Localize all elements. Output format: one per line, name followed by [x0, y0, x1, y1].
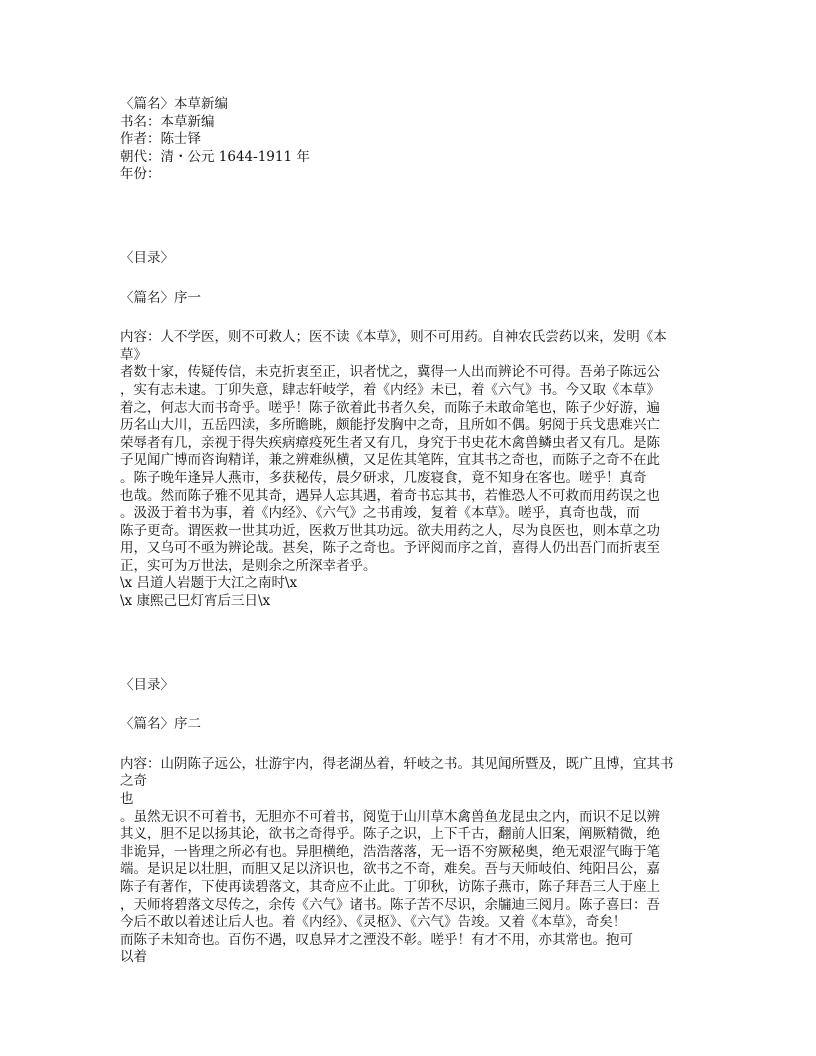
section-preface-two — [120, 677, 700, 967]
body-line: 草》 — [120, 346, 147, 363]
body-line: 也 — [120, 791, 134, 808]
document-header — [120, 96, 700, 184]
body-line: 陈子更奇。谓医救一世其功近，医救万世其功远。欲夫用药之人，尽为良医也，则本草之功 — [120, 522, 660, 539]
body-line: 。虽然无识不可着书，无胆亦不可着书，阅览于山川草木禽兽鱼龙昆虫之内，而识不足以辨 — [120, 808, 660, 825]
body-line: 之奇 — [120, 773, 147, 790]
date-line: \x 康熙己巳灯宵后三日\x — [120, 593, 271, 610]
title-line: 〈篇名〉本草新编 — [120, 96, 228, 112]
signature-line: \x 吕道人岩题于大江之南时\x — [120, 575, 298, 592]
body-line: 者数十家，传疑传信，未克折衷至正，识者忧之，冀得一人出而辨论不可得。吾弟子陈远公 — [120, 364, 660, 381]
body-line: 内容：人不学医，则不可救人；医不读《本草》，则不可用药。自神农氏尝药以来，发明《本 — [120, 329, 667, 346]
author: 作者：陈士铎 — [120, 131, 201, 148]
body-line: 端。是识足以壮胆，而胆又足以济识也，欲书之不奇，难矣。吾与天师岐伯、纯阳吕公，嘉 — [120, 861, 660, 878]
body-line: 今后不敢以着述让后人也。着《内经》、《灵枢》、《六气》告竣。又着《本草》，奇矣！ — [120, 914, 627, 931]
body-line: ，天师将碧落文尽传之，余传《六气》诸书。陈子苦不尽识，余牖迪三阅月。陈子喜曰：吾 — [120, 896, 660, 913]
body-line: 内容：山阴陈子远公，壮游宇内，得老湖丛着，轩岐之书。其见闻所暨及，既广且博，宜其书 — [120, 755, 674, 772]
body-line: 其义，胆不足以扬其论，欲书之奇得乎。陈子之识，上下千古，翻前人旧案，阐厥精微，绝 — [120, 826, 660, 843]
body-line: 用，又乌可不亟为辨论哉。甚矣，陈子之奇也。予评阅而序之首，喜得人仍出吾门而折衷至 — [120, 540, 660, 557]
body-line: 以着 — [120, 949, 147, 966]
body-line: 而陈子未知奇也。百伤不遇，叹息异才之湮没不彰。嗟乎！有才不用，亦其常也。抱可 — [120, 931, 633, 948]
book-name: 书名：本草新编 — [120, 113, 215, 130]
body-line: 着之，何志大而书奇乎。嗟乎！陈子欲着此书者久矣，而陈子未敢命笔也，陈子少好游，遍 — [120, 399, 660, 416]
body-line: ，实有志未逮。丁卯失意，肆志轩岐学，着《内经》未已，着《六气》书。今又取《本草》 — [120, 381, 660, 398]
body-line: 。陈子晚年逢异人燕市，多获秘传，晨夕研求，几废寝食，竟不知身在客也。嗟乎！真奇 — [120, 469, 647, 486]
chapter-title: 〈篇名〉序一 — [120, 289, 201, 306]
body-line: 荣辱者有几，亲视于得失疾病瘴疫死生者又有几，身究于书史花木禽兽鳞虫者又有几。是陈 — [120, 434, 660, 451]
body-line: 正，实可为万世法，是则余之所深幸者乎。 — [120, 557, 377, 574]
chapter-body — [120, 329, 700, 611]
chapter-title: 〈篇名〉序二 — [120, 716, 201, 733]
year: 年份： — [120, 166, 161, 183]
body-line: 子见闻广博而咨询精详，兼之辨难纵横，又足佐其笔阵，宜其书之奇也，而陈子之奇不在此 — [120, 452, 660, 469]
toc-marker: 〈目录〉 — [120, 676, 174, 693]
body-line: 历名山大川，五岳四渎，多所瞻眺，颇能抒发胸中之奇，且所如不偶。躬阅于兵戈患难兴亡 — [120, 417, 660, 434]
document-page — [120, 96, 700, 967]
dynasty: 朝代：清・公元 1644-1911 年 — [120, 148, 310, 165]
body-line: 。汲汲于着书为事，着《内经》、《六气》之书甫竣，复着《本草》。嗟乎，真奇也哉，而 — [120, 505, 640, 522]
body-line: 陈子有著作，下使再读碧落文，其奇应不止此。丁卯秋，访陈子燕市，陈子拜吾三人于座上 — [120, 879, 660, 895]
section-preface-one — [120, 250, 700, 611]
toc-marker: 〈目录〉 — [120, 249, 174, 266]
body-line: 非诡异，一皆理之所必有也。异胆横绝，浩浩落落，无一语不穷厥秘奥，绝无艰涩气晦于笔 — [120, 843, 660, 860]
body-line: 也哉。然而陈子雅不见其奇，遇异人忘其遇，着奇书忘其书，若惟恐人不可救而用药误之也 — [120, 487, 660, 504]
chapter-body — [120, 756, 700, 967]
